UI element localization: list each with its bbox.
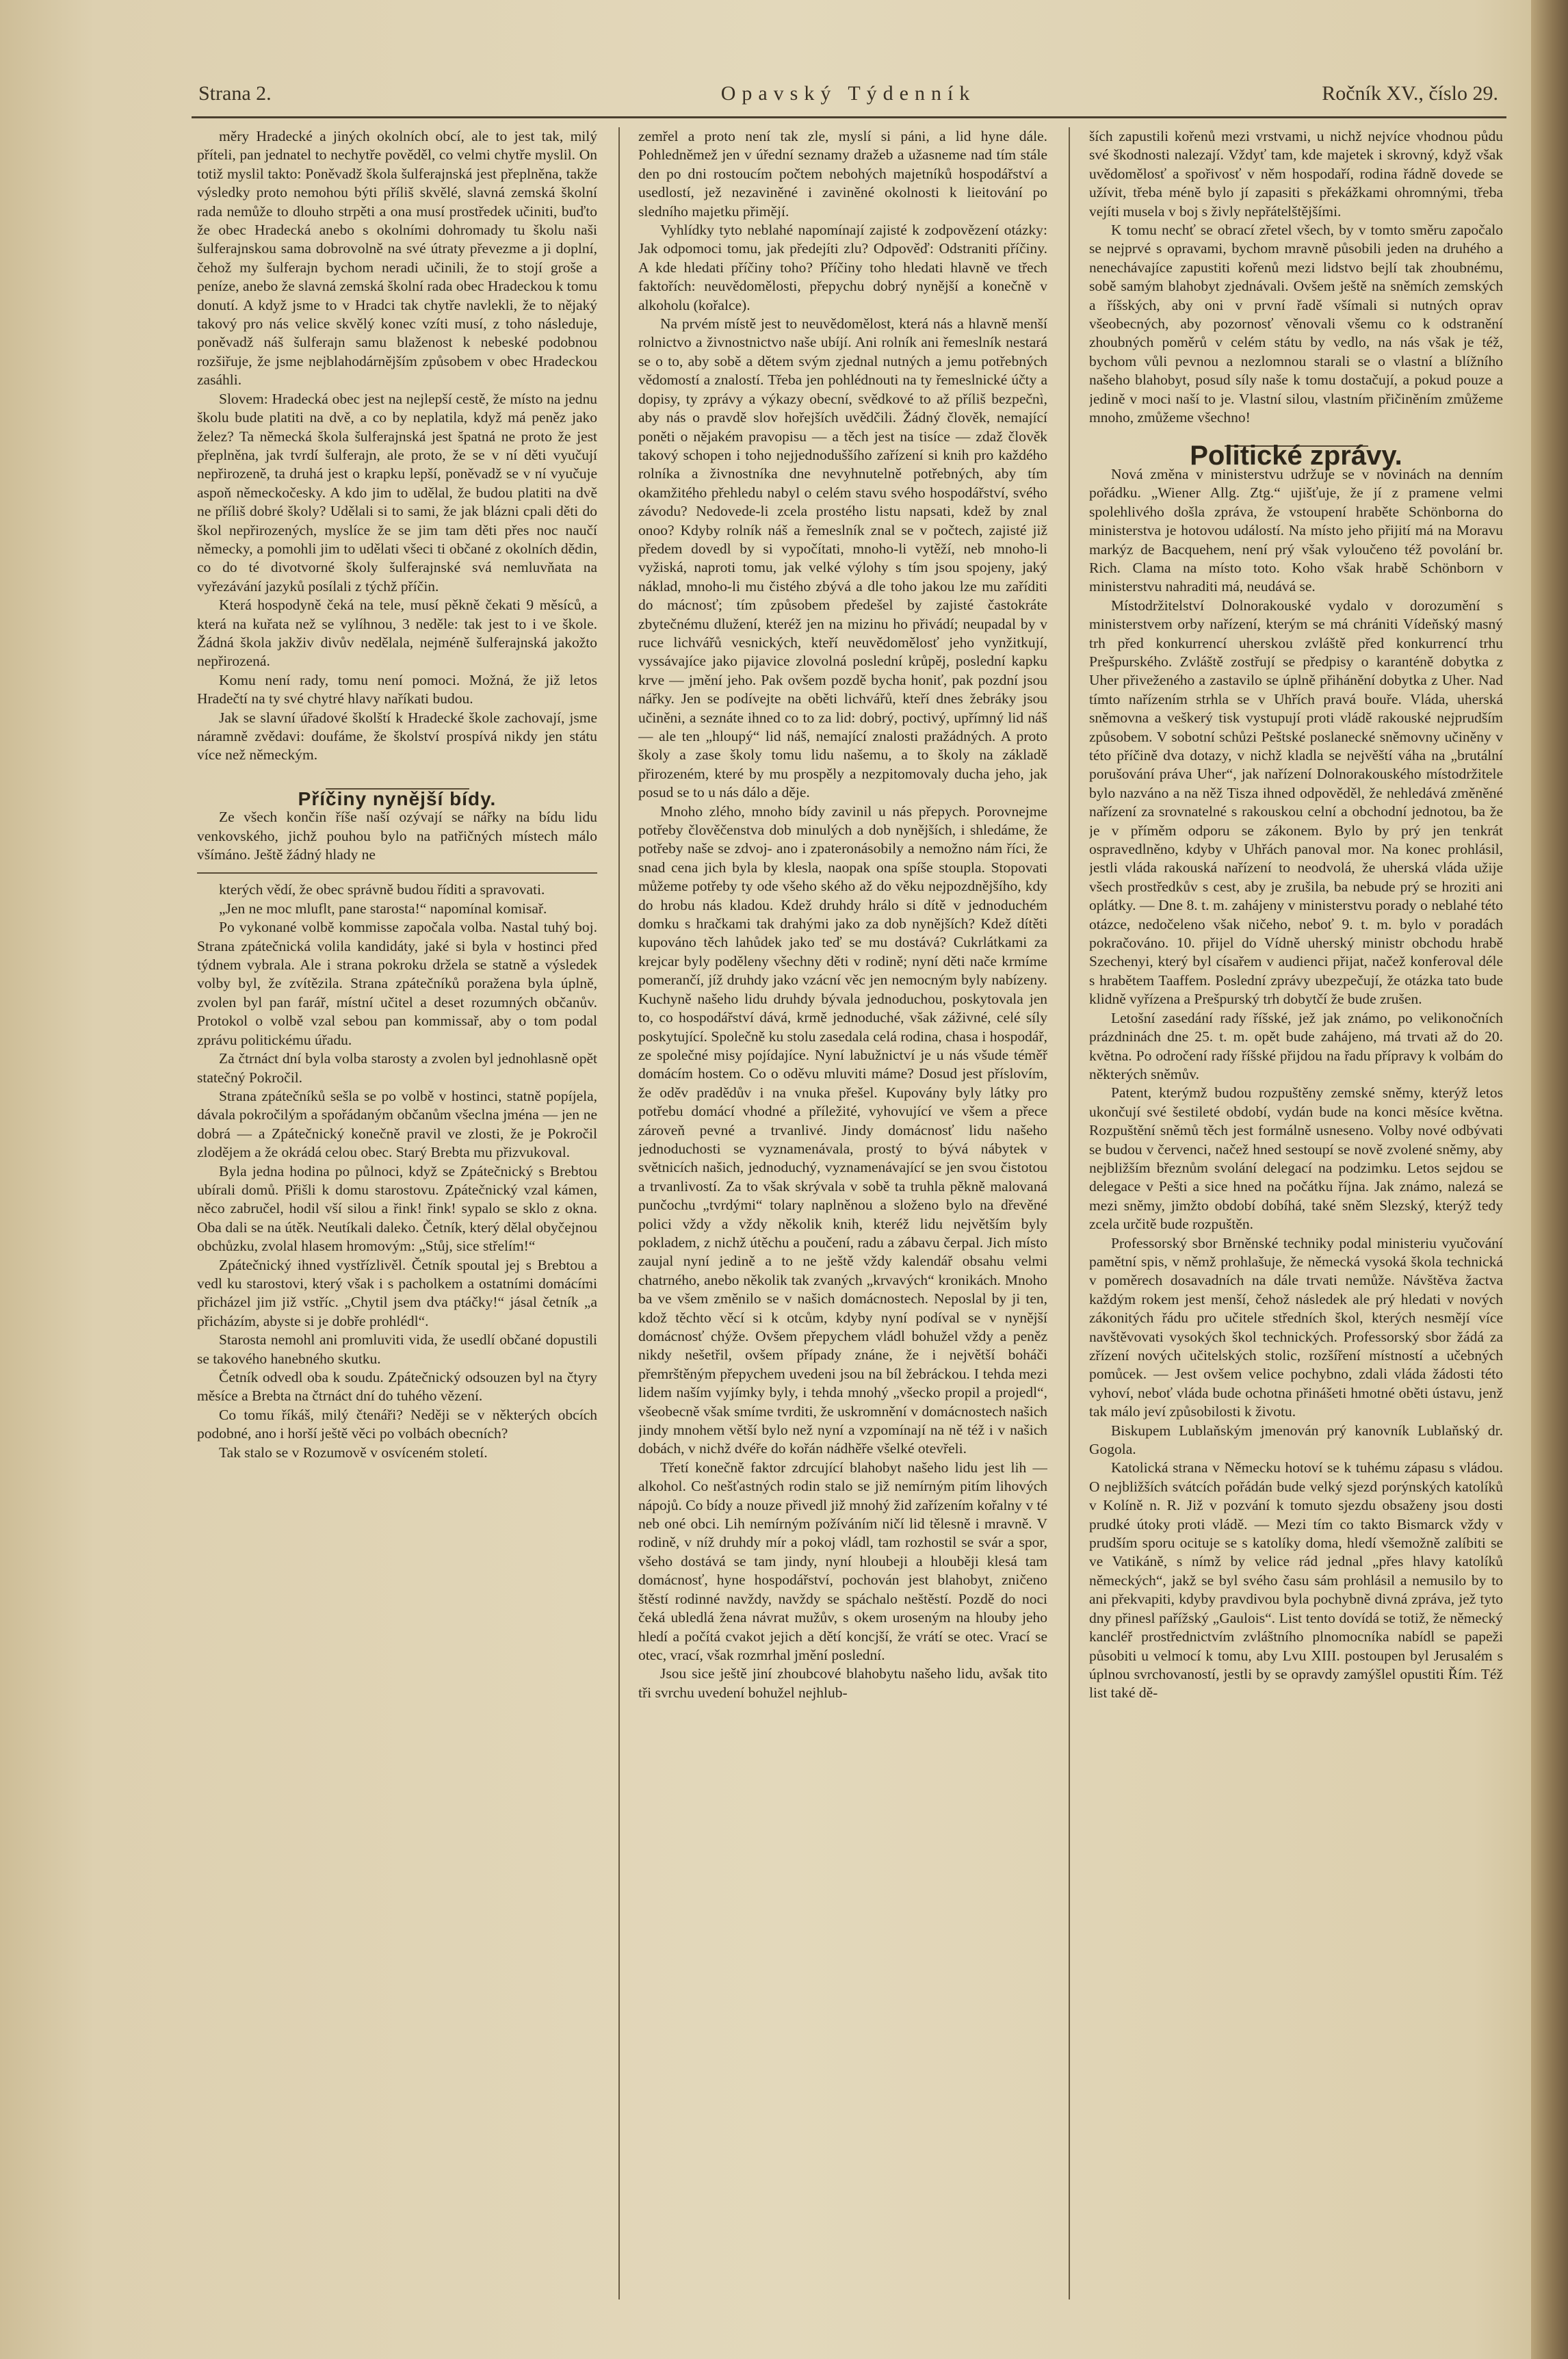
story-paragraph: Strana zpátečníků sešla se po volbě v hostinci, statně popíjela, dávala pokročilým a spořádaným občanům všeclna jména — jen ne dobrá — a Zpátečnický konečně pravil ve zlosti, že je Pokročil zlodějem a že okrádá celou obec. Starý Brebta mu přizvukoval. — [197, 1087, 597, 1161]
news-paragraph: Letošní zasedání rady říšské, jež jak známo, po velikonočních prázdninách dne 25. t. m. opět bude zahájeno, má trvati až do 20. května. Po odročení rady říšské přijdou na řadu přípravy k volbám do některých sněmův. — [1089, 1009, 1503, 1082]
section-heading: Politické zprávy. — [1190, 440, 1402, 471]
story-paragraph: „Jen ne moc mluflt, pane starosta!“ napomínal komisař. — [219, 900, 547, 917]
story-paragraph: Starosta nemohl ani promluviti vida, že usedlí občané dopustili se takového hanebného skutku. — [197, 1331, 597, 1367]
column-2 — [638, 127, 1047, 2299]
article-paragraph: ších zapustili kořenů mezi vrstvami, u nichž nejvíce vhodnou půdu své škodnosti nalezají. Vždyť tam, kde majetek i skrovný, když však uvědomělosť a spořivosť v něm hospodaří, rodina řádně dovede se užívit, třeba méně bylo jí zapasiti s překážkami ohromnými, třeba vejíti musela v boj s živly nepřátelštějšími. — [1089, 128, 1503, 220]
article-paragraph: měry Hradecké a jiných okolních obcí, ale to jest tak, milý příteli, pan jednatel to nechytře pověděl, co velmi chytře myslil. On totiž myslil takto: Poněvadž škola šulferajnská jest přeplněna, takže výsledky proto nemohou býti příliš skvělé, slavná zemská školní rada nemůže to dlouho strpěti a ona musí prostředek učiniti, buďto že obec Hradecká anebo s okolními dohromady tu školu naši šulferajnskou sama dobrovolně na své útraty převezme a ji doplní, čehož my šulferajn bychom neradi učinili, že to stojí groše a peníze, anebo že slavná zemská školní rada obec Hradeckou k tomu donutí. A když jsme to v Hradci tak chytře navlekli, že to nějaký takový pro nás velice skvělý konec vzíti musí, z toho následuje, poněvadž náš šulferajn samu blaženost k nebeské podobnou rozšiřuje, že jsme nejblahodárnějším způsobem v obec Hradeckou zasáhli. — [197, 128, 597, 389]
story-paragraph: Zpátečnický ihned vystřízlivěl. Četník spoutal jej s Brebtou a vedl ku starostovi, který však i s pacholkem a ostatními domácími přicházel jim již vstříc. „Chytil jsem dva ptáčky!“ jásal četník „a přicházím, abyste si je dobře prohlédl“. — [197, 1256, 597, 1329]
page-number: Strana 2. — [198, 82, 272, 105]
newspaper-title: Opavský Týdenník — [720, 82, 976, 105]
article-heading: Příčiny nynější bídy. — [298, 787, 497, 809]
column-1 — [197, 127, 597, 2299]
article-paragraph: Mnoho zlého, mnoho bídy zavinil u nás přepych. Porovnejme potřeby člověčenstva dob minulých a dob nynějších, i shledáme, že potřeby naše se zdvoj- ano i zpateronásobily a nemožno nám říci, že snad cena jich byla by klesla, naopak ona spíše stoupla. Stopovati můžeme potřeby ty ode všeho ského až do věku nejpozdnějšího, kdy do hrobu nás kladou. Kdež druhdy hrálo si dítě v jednoduchém domku s hračkami tak drahými jako za dob nynějších? Kdež dítěti kupováno těch lahůdek jako teď se mu dostává? Cukrlátkami za krejcar byly poděleny všechny děti v rodině; nyní děti nače krmíme pomerančí, jíž druhdy jako vzácní věc jen nemocným byly nabízeny. Kuchyně našeho lidu druhdy bývala jednoduchou, poskytovala jen to, co hospodářství dává, krmě jednoduché, však záživné, celé síly poskytující. Společně ku stolu zasedala celá rodina, chasa i hospodář, ze společné misy pojídajíce. Nyní labužnictví je u nás všude téměř domácím hostem. Co o oděvu mluviti máme? Dosud jest příslovím, že oděv pradědův i na vnuka přešel. Kupovány byly látky pro potřebu domácí vhodné a příležité, vyhovující ve všem a přece zároveň pevné a trvanlivé. Jindy domácnosť lidu našeho jednoduchosti se vyznamenávala, prostý to bývá nábytek v světnicích našich, jednoduchý, vyznamenávající se jen svou čistotou a trvanlivostí. Za to však skrývala v sobě ta truhla pěkně malovaná punčochu „tvrdými“ tolary naplněnou a složeno bylo na dřevěné polici vždy a vždy několik knih, kteréž lidu největším byly pokladem, z nichž útěchu a poučení, radu a zábavu čerpal. Jich místo zaujal nyní jedině a to ne ještě vždy kalendář obsahu velmi chatrného, anebo několik tak zvaných „krvavých“ kronikách. Mnoho ba ve všem změnilo se v našich domácnostech. Neposlal by ji ten, kdož těchto věcí si k otcům, kdyby nyní podíval se v nynější domácnosť chýže. Ovšem přepychem vládl bohužel vždy a peněz nikdy nešetřil, ovšem případy znáne, že i největší boháči přemrštěným přepychem uvedeni jsou na bíl žebráckou. I tehda mezi lidem naším vyjímky byly, i tehda mnohý „všecko propil a projedl“, všeobecně však smíme tvrditi, že uskromnění v domácnostech našich jindy mnohem větší bylo než nyní a vzpomínají na ně též i v našich dobách, v nichž dvéře do kořán nádhěře všelké otevřeli. — [638, 803, 1047, 1457]
article-paragraph: Třetí konečně faktor zdrcující blahobyt našeho lidu jest lih — alkohol. Co nešťastných rodin stalo se již nemírným pitím lihových nápojů. Co bídy a nouze přivedl již mnohý žid zařízením kořalny v té neb oné obci. Lih nemírným požíváním ničí lid tělesně i mravně. V rodině, v níž druhdy mír a pokoj vládl, tam rozhostil se svár a spor, všeho dostává se tam jindy, nyní hloubeji a hlouběji klesá tam domácnosť, hyne hospodářství, pochován jest blahobyt, zničeno štěstí rodinné navždy, navždy se spáchalo neštěstí. Pozdě do noci čeká ubledlá žena návrat mužův, s okem uroseným na hlouby jeho hledí a počítá cvakot jejich a dětí koncjší, že vrátí se otec. Vrací se otec, vrací, však rozmrhal jmění poslední. — [638, 1459, 1047, 1663]
news-paragraph: Místodržitelství Dolnorakouské vydalo v dorozumění s ministerstvem orby nařízení, kterým se má chrániti Vídeňský masný trh před konkurrencí uherskou zvláště před konkurrencí trhu Prešpurského. Zvláště zostřují se předpisy o karanténě dobytka z Uher přiveženého a zastavilo se úplně přihánění dobytka z Uher. Nad tímto nařízením strhla se v Uhřích pravá bouře. Vláda, uherská sněmovna a veškerý tisk vystupují proti vládě rakouské nejprudším způsobem. V sobotní schůzi Peštské poslanecké sněmovny učiněny v této příčině dva dotazy, v nichž kladla se nejvěští váha na „brutální porušování práva Uher“, jak nařízení Dolnorakouského místodržitele bylo nazváno a na něž Tisza ihned odpověděl, že nehledává změněné nařízení za srovnatelné s rakouskou celní a obchodní jednotou, ba že je v příměm odporu se zákonem. Bylo by prý jen tenkrát ospravedlněno, kdyby v Uhřách panoval mor. Na konec prohlásil, jestli vláda rakouská nařízení to neodvolá, že uherská vláda užije všech prostředkův s cest, aby je zrušila, ba nebude prý se hroziti ani oplátky. — Dne 8. t. m. zahájeny v ministerstvu porady o neblahé této otázce, nedočeleno však ničeho, neboť 9. t. m. bylo v poradách pokračováno. 10. přijel do Vídně uherský ministr obchodu hrabě Szechenyi, který byl císařem v audienci přijat, načež konferoval déle s hrabětem Taaffem. Poslední zprávy ubezpečují, že otázka tato bude klidně vyřízena a Prešpurský trh dobytčí že bude zrušen. — [1089, 597, 1503, 1008]
column-3 — [1089, 127, 1503, 2299]
article-paragraph: Ze všech končin říše naší ozývají se nářky na bídu lidu venkovského, jichž pouhou bylo na patřičných místech málo všímáno. Ještě žádný hlady ne — [197, 809, 597, 863]
story-paragraph: Po vykonané volbě kommisse započala volba. Nastal tuhý boj. Strana zpátečnická volila kandidáty, jaké si byla v hostinci před týdnem vybrala. Ale i strana pokroku držela se statně a výsledek volby byl, že zvítězila. Strana zpátečníků poražena byla úplně, zvolen byl pan farář, místní učitel a deset rozumných občanův. Protokol o volbě vzal sebou pan kommissař, aby o tom podal zprávu politickému úřadu. — [197, 919, 597, 1048]
article-paragraph: Vyhlídky tyto neblahé napomínají zajisté k zodpovězení otázky: Jak odpomoci tomu, jak předejíti zlu? Odpověď: Odstraniti příčiny. A kde hledati příčiny toho? Příčiny toho hledati hlavně ve třech faktořích: neuvědomělosti, přepychu dobrý nynější a konečně v alkoholu (kořalce). — [638, 222, 1047, 313]
story-paragraph: Tak stalo se v Rozumově v osvíceném století. — [219, 1444, 488, 1461]
article-paragraph: Která hospodyně čeká na tele, musí pěkně čekati 9 měsíců, a která na kuřata než se vylíhnou, 3 neděle: tak jest to i ve škole. Žádná škola jakživ divův nedělala, nejméně šulferajnská jakožto nepřirozená. — [197, 597, 597, 670]
binding-shadow — [1531, 0, 1568, 2359]
column-divider-1 — [618, 127, 620, 2299]
story-paragraph: Byla jedna hodina po půlnoci, když se Zpátečnický s Brebtou ubírali domů. Přišli k domu starostovu. Zpátečnický vzal kámen, něco zabručel, hodil vší silou a řink! řink! sypalo se sklo z okna. Oba dali se na útěk. Neutíkali daleko. Četník, který dělal obyčejnou obchůzku, zvolal hlasem hromovým: „Stůj, sice střelím!“ — [197, 1162, 597, 1255]
story-paragraph: Četník odvedl oba k soudu. Zpátečnický odsouzen byl na čtyry měsíce a Brebta na čtrnáct dní do tuhého vězení. — [197, 1369, 597, 1405]
news-paragraph: Nová změna v ministerstvu udržuje se v novinách na denním pořádku. „Wiener Allg. Ztg.“ ujišťuje, že jí z pramene velmi spolehlivého došla zpráva, že vstoupení hraběte Schönborna do ministerstva je hotovou událostí. Na místo jeho přijití má na Moravu markýz de Bacquehem, není prý však vyloučeno též povolání br. Rich. Clama na místo toto. Koho však hrabě Schönborn v ministerstvu nahraditi má, neudává se. — [1089, 465, 1503, 595]
news-paragraph: Patent, kterýmž budou rozpuštěny zemské sněmy, kterýž letos ukončují své šestileté období, vydán bude na konci měsíce května. Rozpuštění sněmů těch jest formálně usneseno. Volby nové odbývati se budou v červenci, načež hned sestoupí se nově zvolené sněmy, aby nejbližším březnům svolání delegací na podzimku. Letos sejdou se delegace v Pešti a sice hned na počátku října. Jak známo, nalezá se mezi sněmy, jimžto období dobíhá, také sněm Slezský, kterýž tedy zcela určitě bude rozpuštěn. — [1089, 1084, 1503, 1233]
article-paragraph: K tomu nechť se obrací zřetel všech, by v tomto směru započalo se nejprvé s opravami, bychom mravně působili jeden na druhého a nenechávajíce zapustiti kořenů mezi lidstvo bejlí tak zhoubnému, sobě samým blahobyt zjednávali. Ovšem ještě na sněmích zemských a říšských, aby oni v první řadě všímali si nutných oprav všeobecných, aby pozornosť věnovali všemu co k odstranění zhoubných poměrů v celém státu by vedlo, na nás však je též, bychom vůli pevnou a nezlomnou starali se o vlastní a blížního našeho blahobyt, posud síly naše k tomu dostačují, a pokud pouze a jedině v moci naší to je. Vlastní silou, vlastním přičiněním zmůžeme mnoho, zmůžeme všechno! — [1089, 222, 1503, 426]
article-paragraph: Jak se slavní úřadové školští k Hradecké škole zachovají, jsme náramně zvědavi: doufáme, že školství prospívá nikdy jen státu více než německým. — [197, 709, 597, 764]
news-paragraph: Katolická strana v Německu hotoví se k tuhému zápasu s vládou. O nejbližších svátcích pořádán bude velký sjezd porýnských katolíků v Kolíně n. R. Již v pozvání k tomuto sjezdu obsaženy jsou dosti prudké útoky proti vládě. — Mezi tím co takto Bismarck vždy v prudším sporu ocituje se s katolíky doma, hledí všemožně zalíbiti se ve Vatikáně, s nímž by velice rád jednal „přes hlavy katolíků německých“, jakž se byl svého času sám prohlásil a nemusilo by to ani překvapiti, kdyby pravdivou byla pochybně divná zpráva, jež tyto dny přinesl pařížský „Gaulois“. List tento dovídá se totiž, že německý kancléř prostřednictvím zvláštního plnomocníka nabídl se papeži působiti u velmocí k tomu, aby Lvu XIII. postoupen byl Jerusalém s úplnou svrchovaností, jestli by se opravdy zamýšlel opustiti Řím. Též list také dě- — [1089, 1459, 1503, 1702]
page-header — [185, 74, 1512, 115]
article-paragraph: Slovem: Hradecká obec jest na nejlepší cestě, že místo na jednu školu bude platiti na dvě, a co by neplatila, když má peněz jako želez? Ta německá škola šulferajnská jest špatná ne proto že jest přeplněna, jak tvrdí šulferajn, ale proto, že se v ní děti vyučují nepřirozeně, ta druhá jest o krapku lepší, poněvadž se v ní vyučuje aspoň německočesky. A kdo jim to udělal, že budou platiti na dvě ne příliš dobré školy? Udělali si to sami, že jak blázni cpali děti do škol nepřirozených, myslíce že se jim tam děti přes noc naučí německy, a pomohli jim to udělati všeci ti občané z okolních dědin, co do té divotvorné školy šulferajnské svá nemluvňata na vyřezávání jazyků posílali z týchž příčin. — [197, 390, 597, 595]
article-paragraph: Jsou sice ještě jiní zhoubcové blahobytu našeho lidu, avšak tito tři svrchu uvedení bohužel nejhlub- — [638, 1665, 1047, 1701]
issue-number: Ročník XV., číslo 29. — [1322, 82, 1498, 105]
story-paragraph: Za čtrnáct dní byla volba starosty a zvolen byl jednohlasně opět statečný Pokročil. — [197, 1050, 597, 1086]
news-paragraph: Biskupem Lublaňským jmenován prý kanovník Lublaňský dr. Gogola. — [1089, 1422, 1503, 1458]
article-paragraph: Na prvém místě jest to neuvědomělost, která nás a hlavně menší rolnictvo a živnostnictvo naše ubíjí. Ani rolník ani řemeslník nestará se o to, aby sobě a dětem svým zjednal nutných a jemu potřebných vědomostí a znalostí. Třeba jen pohlédnouti na ty řemeslnické účty a dopisy, ty zprávy a výkazy obecní, svědkové to až příliš bezpečnì, aby nás o pravdě slov hořejších uvědčili. Žádný člověk, nemající poněti o nějakém pravopisu — a těch jest na tisíce — zdaž člověk takový schopen i toho nejjednoduššího zařízení si knih pro každého rolníka a živnostníka dne nevyhnutelně potřebných, aby tím okamžitého přehledu nabyl o celém stavu svého hospodářství, svého závodu? Nedovede-li zcela prostého listu napsati, kdež by znal onoo? Kdyby rolník náš a řemeslník znal se v počtech, zajisté již předem dovedl by si vypočítati, mnoho-li vytěží, neb mnoho-li vyžiská, naproti tomu, jak velké výlohy s tím jsou spojeny, jaký náklad, mnoho-li mu čistého zbývá a dle toho jakou lze mu zaříditi do mácnosť; tím způsobem předešel by zajisté častokráte zbytečnému dlužení, kteréž jen na mizinu ho přivádí; neupadal by v ruce lichvářů vesnických, kteří neuvědomělosť jeho vynžitkují, vyssávajíce jako pijavice zlovolná poslední krůpěj, poslední kapku krve — jmění jeho. Pak ovšem pozdě bycha honiť, pak pozdní jsou nářky. Jen se podívejte na oběti lichvářů, kteří dnes žebráky jsou učiněni, a seznáte ihned co to za lid: dobrý, poctivý, upřímný lid náš — ale ten „hloupý“ lid náš, nemající znalosti pražádných. A proto školy a zase školy tomu lidu našemu, a to školy na základě přirozeném, které by mu prospěly a nezpitomovaly ducha jeho, jak posud se to u nás dálo a děje. — [638, 315, 1047, 801]
article-paragraph: Komu není rady, tomu není pomoci. Možná, že již letos Hradečtí na ty své chytré hlavy naříkati budou. — [197, 671, 597, 707]
story-paragraph: kterých vědí, že obec správně budou říditi a spravovati. — [219, 881, 545, 898]
header-rule — [192, 116, 1506, 118]
article-paragraph: zemřel a proto není tak zle, myslí si páni, a lid hyne dále. Pohledněmež jen v úřední seznamy dražeb a užasneme nad tím stále den po dni rostoucím počtem nebohých majetníků hospodářství a usedlostí, jež nezaviněné i zaviněné okolnosti k lieitování po sledního majetku přimějí. — [638, 128, 1047, 220]
column-divider-2 — [1069, 127, 1070, 2299]
news-paragraph: Professorský sbor Brněnské techniky podal ministeriu vyučování pamětní spis, v němž prohlašuje, že německá vysoká škola technická v poměrech dosavadních na dále trvati nemůže. Návštěva žactva každým rokem jest menší, čehož následek ale prý hledati v nových zákonitých řádu pro učitele středních škol, kterých nesmějí více navštěvovati vysokých škol technických. Professorský sbor žádá za zřízení nových učitelských stolic, rozšíření místností a učebných pomůcek. — Jest ovšem velice pochybno, zdali vláda žádosti této vyhoví, neboť vláda bude ochotna přinášeti hmotné oběti ústavu, jenž tak málo jeví způsobilosti k životu. — [1089, 1234, 1503, 1420]
story-paragraph: Co tomu říkáš, milý čtenáři? Neději se v některých obcích podobné, ano i horší ještě věci po volbách obecních? — [197, 1406, 597, 1442]
feuilleton-rule — [197, 872, 597, 874]
